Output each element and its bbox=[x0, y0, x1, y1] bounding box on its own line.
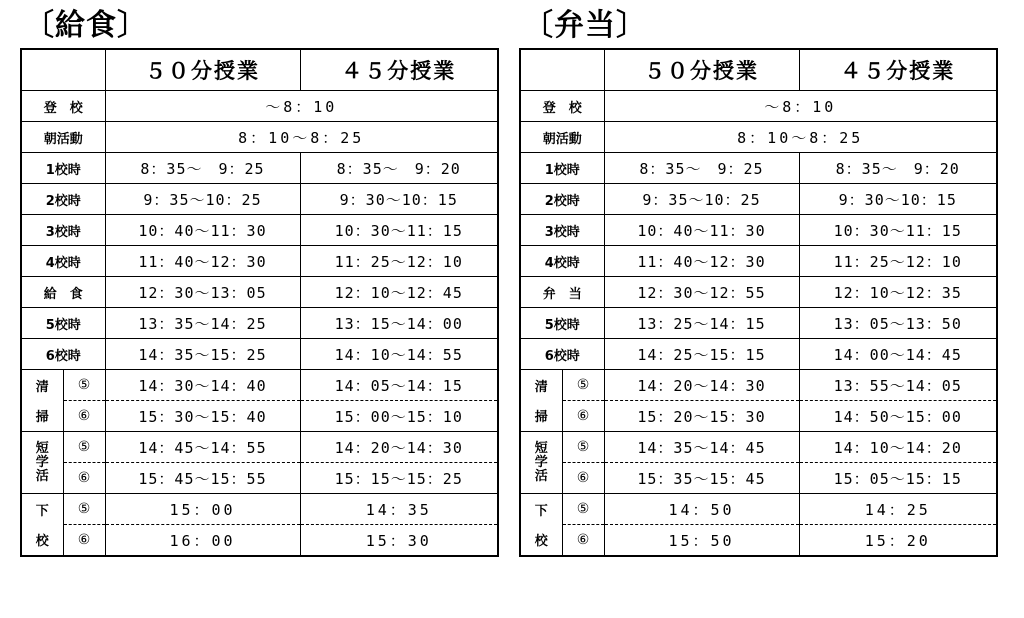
time-cell-45: 14：35 bbox=[300, 494, 498, 525]
time-cell-50: 8：35～ 9：25 bbox=[105, 153, 300, 184]
time-cell-50: 16：00 bbox=[105, 525, 300, 557]
row-label: 登 校 bbox=[520, 91, 604, 122]
row-label: 下 bbox=[21, 494, 63, 525]
row-dismissal-6 bbox=[520, 525, 997, 557]
row-short-homeroom-6 bbox=[21, 463, 498, 494]
time-cell-45: 13：15～14：00 bbox=[300, 308, 498, 339]
row-label: 5校時 bbox=[520, 308, 604, 339]
time-cell-50: 13：35～14：25 bbox=[105, 308, 300, 339]
row-short-homeroom-5 bbox=[21, 432, 498, 463]
row-label: 清 bbox=[520, 370, 562, 401]
bento-schedule-panel bbox=[519, 4, 996, 557]
row-label: 2校時 bbox=[520, 184, 604, 215]
time-cell-45: 12：10～12：35 bbox=[799, 277, 997, 308]
row-label: 6校時 bbox=[520, 339, 604, 370]
sub-label: ⑤ bbox=[562, 432, 604, 463]
panel-title: 〔給食〕 bbox=[24, 8, 148, 43]
row-period-4 bbox=[21, 246, 498, 277]
time-cell-50: 14：50 bbox=[604, 494, 799, 525]
time-cell-45: 15：15～15：25 bbox=[300, 463, 498, 494]
label-char: 短 bbox=[35, 440, 49, 456]
time-cell-45: 12：10～12：45 bbox=[300, 277, 498, 308]
label-char: 短 bbox=[534, 440, 548, 456]
label-char: 活 bbox=[35, 468, 49, 484]
label-char: 学 bbox=[35, 454, 49, 470]
time-cell-45: 14：10～14：55 bbox=[300, 339, 498, 370]
time-cell-50: 10：40～11：30 bbox=[105, 215, 300, 246]
row-period-2 bbox=[21, 184, 498, 215]
time-cell-45: 13：05～13：50 bbox=[799, 308, 997, 339]
lunch-schedule-panel bbox=[20, 4, 497, 557]
time-cell: ～8：10 bbox=[604, 91, 997, 122]
row-label: 1校時 bbox=[520, 153, 604, 184]
row-cleaning-5 bbox=[21, 370, 498, 401]
row-period-5 bbox=[21, 308, 498, 339]
sub-label: ⑥ bbox=[63, 525, 105, 557]
sub-label: ⑤ bbox=[63, 370, 105, 401]
row-label: 掃 bbox=[520, 401, 562, 432]
schedule-table bbox=[519, 48, 998, 557]
sub-label: ⑥ bbox=[63, 463, 105, 494]
time-cell-45: 9：30～10：15 bbox=[300, 184, 498, 215]
time-cell-50: 15：35～15：45 bbox=[604, 463, 799, 494]
header-45min: ４５分授業 bbox=[300, 49, 498, 91]
time-cell-45: 14：05～14：15 bbox=[300, 370, 498, 401]
sub-label: ⑥ bbox=[562, 401, 604, 432]
sub-label: ⑤ bbox=[63, 432, 105, 463]
row-label: 1校時 bbox=[21, 153, 105, 184]
header-50min: ５０分授業 bbox=[604, 49, 799, 91]
time-cell: 8：10～8：25 bbox=[604, 122, 997, 153]
corner-cell bbox=[21, 49, 105, 91]
row-cleaning-5 bbox=[520, 370, 997, 401]
time-cell-45: 11：25～12：10 bbox=[799, 246, 997, 277]
row-label: 4校時 bbox=[520, 246, 604, 277]
time-cell-45: 14：00～14：45 bbox=[799, 339, 997, 370]
time-cell-50: 14：45～14：55 bbox=[105, 432, 300, 463]
header-row bbox=[520, 49, 997, 91]
time-cell-45: 10：30～11：15 bbox=[799, 215, 997, 246]
row-cleaning-6 bbox=[21, 401, 498, 432]
time-cell-50: 8：35～ 9：25 bbox=[604, 153, 799, 184]
row-label: 3校時 bbox=[21, 215, 105, 246]
row-label: 5校時 bbox=[21, 308, 105, 339]
short-homeroom-label bbox=[520, 432, 562, 494]
time-cell-45: 14：50～15：00 bbox=[799, 401, 997, 432]
sub-label: ⑥ bbox=[562, 525, 604, 557]
time-cell-45: 11：25～12：10 bbox=[300, 246, 498, 277]
time-cell: 8：10～8：25 bbox=[105, 122, 498, 153]
time-cell-45: 9：30～10：15 bbox=[799, 184, 997, 215]
time-cell-45: 8：35～ 9：20 bbox=[799, 153, 997, 184]
sub-label: ⑤ bbox=[562, 370, 604, 401]
row-morning-activity bbox=[520, 122, 997, 153]
header-50min: ５０分授業 bbox=[105, 49, 300, 91]
row-label: 2校時 bbox=[21, 184, 105, 215]
row-label: 3校時 bbox=[520, 215, 604, 246]
row-period-1 bbox=[21, 153, 498, 184]
time-cell-50: 15：00 bbox=[105, 494, 300, 525]
sub-label: ⑤ bbox=[562, 494, 604, 525]
row-dismissal-5 bbox=[21, 494, 498, 525]
row-short-homeroom-5 bbox=[520, 432, 997, 463]
row-label: 弁 当 bbox=[520, 277, 604, 308]
time-cell-50: 9：35～10：25 bbox=[105, 184, 300, 215]
row-arrival bbox=[21, 91, 498, 122]
row-meal bbox=[520, 277, 997, 308]
time-cell-50: 15：50 bbox=[604, 525, 799, 557]
row-label: 朝活動 bbox=[520, 122, 604, 153]
time-cell-45: 15：30 bbox=[300, 525, 498, 557]
row-label: 清 bbox=[21, 370, 63, 401]
label-char: 活 bbox=[534, 468, 548, 484]
time-cell-50: 11：40～12：30 bbox=[105, 246, 300, 277]
time-cell-50: 9：35～10：25 bbox=[604, 184, 799, 215]
time-cell-50: 12：30～13：05 bbox=[105, 277, 300, 308]
time-cell-50: 14：25～15：15 bbox=[604, 339, 799, 370]
sub-label: ⑤ bbox=[63, 494, 105, 525]
row-short-homeroom-6 bbox=[520, 463, 997, 494]
time-cell-45: 14：20～14：30 bbox=[300, 432, 498, 463]
header-row bbox=[21, 49, 498, 91]
time-cell-50: 10：40～11：30 bbox=[604, 215, 799, 246]
time-cell-50: 11：40～12：30 bbox=[604, 246, 799, 277]
time-cell-50: 13：25～14：15 bbox=[604, 308, 799, 339]
time-cell: ～8：10 bbox=[105, 91, 498, 122]
time-cell-50: 15：30～15：40 bbox=[105, 401, 300, 432]
row-meal bbox=[21, 277, 498, 308]
time-cell-45: 13：55～14：05 bbox=[799, 370, 997, 401]
row-morning-activity bbox=[21, 122, 498, 153]
sub-label: ⑥ bbox=[63, 401, 105, 432]
row-dismissal-5 bbox=[520, 494, 997, 525]
row-label: 登 校 bbox=[21, 91, 105, 122]
panel-title: 〔弁当〕 bbox=[523, 8, 647, 43]
label-char: 学 bbox=[534, 454, 548, 470]
corner-cell bbox=[520, 49, 604, 91]
row-label: 下 bbox=[520, 494, 562, 525]
time-cell-45: 15：00～15：10 bbox=[300, 401, 498, 432]
row-period-4 bbox=[520, 246, 997, 277]
row-period-6 bbox=[21, 339, 498, 370]
time-cell-50: 14：35～14：45 bbox=[604, 432, 799, 463]
schedule-table bbox=[20, 48, 499, 557]
time-cell-50: 14：30～14：40 bbox=[105, 370, 300, 401]
row-period-6 bbox=[520, 339, 997, 370]
row-label: 校 bbox=[520, 525, 562, 557]
row-label: 掃 bbox=[21, 401, 63, 432]
row-label: 4校時 bbox=[21, 246, 105, 277]
time-cell-45: 14：10～14：20 bbox=[799, 432, 997, 463]
time-cell-45: 15：05～15：15 bbox=[799, 463, 997, 494]
time-cell-45: 8：35～ 9：20 bbox=[300, 153, 498, 184]
row-period-3 bbox=[21, 215, 498, 246]
row-period-5 bbox=[520, 308, 997, 339]
row-dismissal-6 bbox=[21, 525, 498, 557]
time-cell-50: 14：20～14：30 bbox=[604, 370, 799, 401]
short-homeroom-label bbox=[21, 432, 63, 494]
time-cell-50: 15：20～15：30 bbox=[604, 401, 799, 432]
row-period-1 bbox=[520, 153, 997, 184]
time-cell-50: 14：35～15：25 bbox=[105, 339, 300, 370]
time-cell-50: 15：45～15：55 bbox=[105, 463, 300, 494]
header-45min: ４５分授業 bbox=[799, 49, 997, 91]
row-label: 校 bbox=[21, 525, 63, 557]
row-label: 朝活動 bbox=[21, 122, 105, 153]
sub-label: ⑥ bbox=[562, 463, 604, 494]
row-label: 6校時 bbox=[21, 339, 105, 370]
row-label: 給 食 bbox=[21, 277, 105, 308]
time-cell-45: 10：30～11：15 bbox=[300, 215, 498, 246]
time-cell-45: 14：25 bbox=[799, 494, 997, 525]
row-arrival bbox=[520, 91, 997, 122]
time-cell-50: 12：30～12：55 bbox=[604, 277, 799, 308]
row-period-2 bbox=[520, 184, 997, 215]
row-period-3 bbox=[520, 215, 997, 246]
time-cell-45: 15：20 bbox=[799, 525, 997, 557]
row-cleaning-6 bbox=[520, 401, 997, 432]
